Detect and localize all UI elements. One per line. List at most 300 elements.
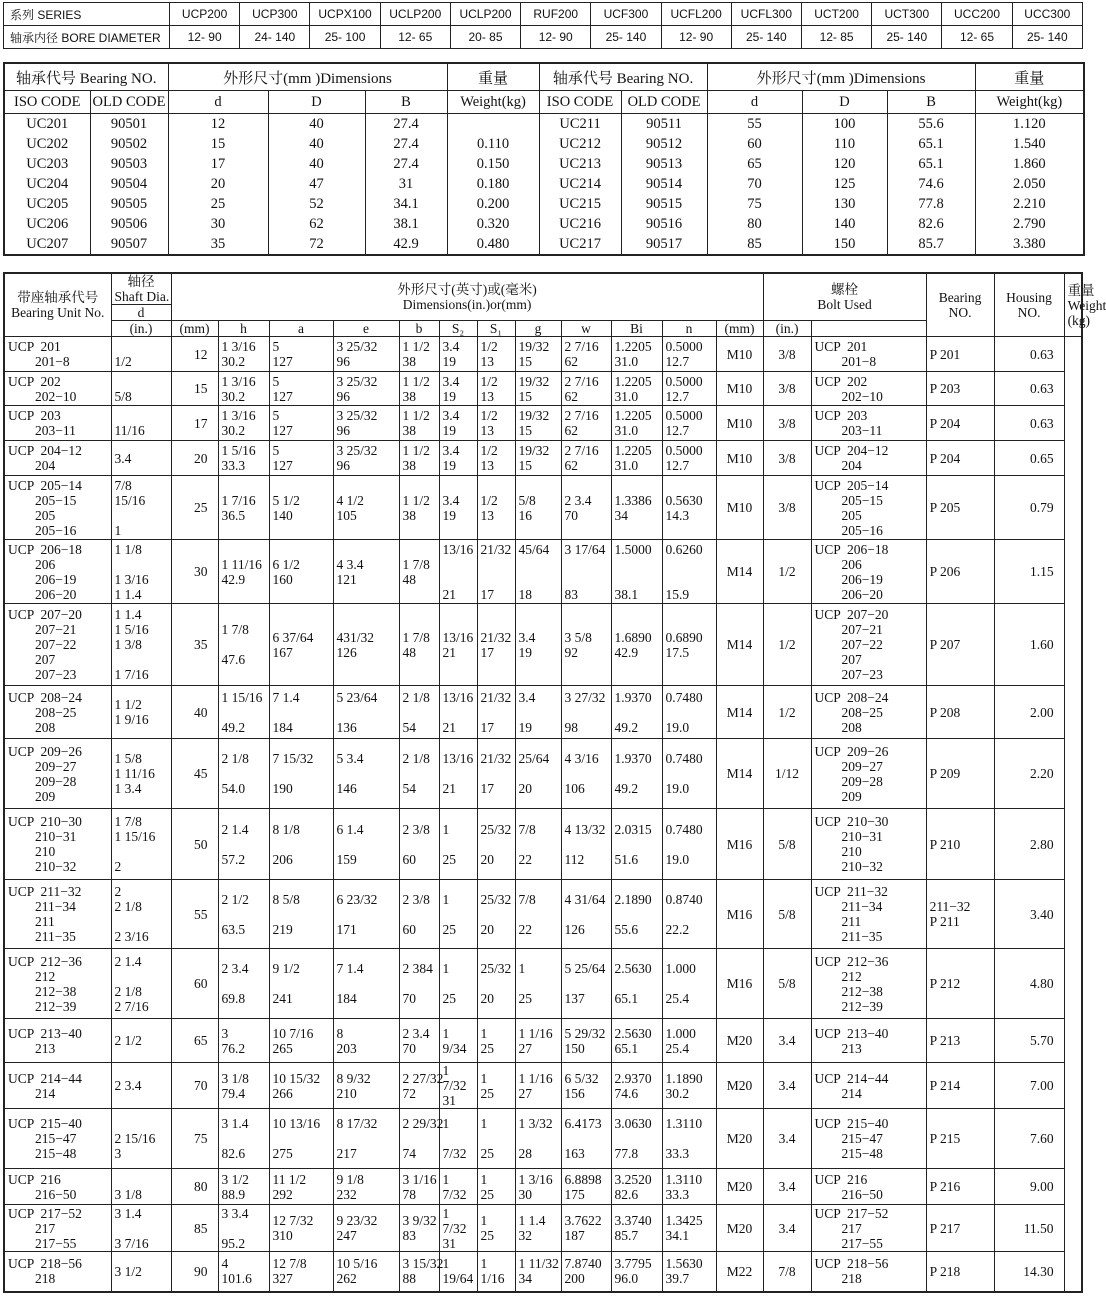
ucp-cell-h: 1 11/16 42.9 xyxy=(218,540,269,604)
ucp-cell-in: 3.4 xyxy=(111,441,171,476)
uc-cell-old: 90503 xyxy=(90,154,168,174)
shaft-dia-header xyxy=(111,273,171,305)
ucp-cell-a: 12 7/8 327 xyxy=(269,1252,333,1292)
series-cell: RUF200 xyxy=(521,3,591,26)
uc-cell-iso2: UC217 xyxy=(539,234,621,255)
ucp-cell-a: 8 5/8 219 xyxy=(269,880,333,949)
ucp-cell-b: 1 7/8 48 xyxy=(399,540,439,604)
ucp-table-row xyxy=(4,1019,1082,1063)
ucp-cell-bolt-mm: M20 xyxy=(716,1109,763,1169)
ucp-table-row xyxy=(4,880,1082,949)
ucp-cell-in: 2 1.4 2 1/8 2 7/16 xyxy=(111,949,171,1019)
ucp-cell-b: 2 29/32 74 xyxy=(399,1109,439,1169)
ucp-cell-b: 2 384 70 xyxy=(399,949,439,1019)
iso-code-header-2: ISO CODE xyxy=(539,91,621,114)
ucp-cell-g: 1 1/16 27 xyxy=(515,1063,561,1109)
ucp-cell-n: 0.6260 15.9 xyxy=(662,540,716,604)
uc-cell-old: 90502 xyxy=(90,134,168,154)
ucp-cell-w: 4 3/16 106 xyxy=(561,739,611,809)
series-cell: UCFL200 xyxy=(661,3,731,26)
uc-cell-w: 0.110 xyxy=(447,134,539,154)
uc-table-row xyxy=(4,114,1084,135)
uc-table-row xyxy=(4,234,1084,255)
uc-cell-B2: 74.6 xyxy=(887,174,975,194)
ucp-cell-a: 6 37/64 167 xyxy=(269,604,333,686)
ucp-cell-unit: UCP 213−40 213 xyxy=(4,1019,111,1063)
ucp-cell-bolt-mm: M22 xyxy=(716,1252,763,1292)
ucp-cell-mm: 60 xyxy=(171,949,218,1019)
series-table xyxy=(3,2,1083,49)
ucp-table-row xyxy=(4,1252,1082,1292)
ucp-cell-weight: 2.20 xyxy=(994,739,1064,809)
ucp-table-body xyxy=(4,337,1082,1292)
uc-cell-B2: 65.1 xyxy=(887,154,975,174)
ucp-cell-mm: 75 xyxy=(171,1109,218,1169)
ucp-cell-s1: 1 25 xyxy=(477,1019,515,1063)
ucp-cell-e: 6 23/32 171 xyxy=(333,880,399,949)
ucp-cell-unit: UCP 203 203−11 xyxy=(4,406,111,441)
ucp-cell-bolt-in: 3/8 xyxy=(763,406,811,441)
ucp-cell-h: 1 7/16 36.5 xyxy=(218,476,269,540)
ucp-cell-b: 3 1/16 78 xyxy=(399,1169,439,1205)
uc-cell-old2: 90514 xyxy=(621,174,707,194)
ucp-cell-e: 3 25/32 96 xyxy=(333,337,399,372)
ucp-cell-in: 1 1/2 1 9/16 xyxy=(111,686,171,739)
uc-cell-w: 0.320 xyxy=(447,214,539,234)
uc-cell-d2: 60 xyxy=(707,134,802,154)
bolt-used-header xyxy=(763,273,926,321)
ucp-cell-s2: 1 7/32 xyxy=(439,1109,477,1169)
uc-cell-iso2: UC213 xyxy=(539,154,621,174)
ucp-cell-s1: 1/2 13 xyxy=(477,441,515,476)
dimensions-header xyxy=(171,273,763,321)
ucp-cell-bi: 3.7795 96.0 xyxy=(611,1252,662,1292)
series-row xyxy=(4,3,1083,26)
ucp-table-row xyxy=(4,949,1082,1019)
ucp-cell-bolt-mm: M20 xyxy=(716,1063,763,1109)
ucp-cell-e: 3 25/32 96 xyxy=(333,406,399,441)
ucp-cell-a: 10 7/16 265 xyxy=(269,1019,333,1063)
ucp-cell-s1: 1 25 xyxy=(477,1205,515,1252)
ucp-table-row xyxy=(4,1109,1082,1169)
ucp-cell-bolt-in: 5/8 xyxy=(763,880,811,949)
series-cell: UCC200 xyxy=(942,3,1012,26)
ucp-cell-mm: 85 xyxy=(171,1205,218,1252)
ucp-cell-b: 2 1/8 54 xyxy=(399,739,439,809)
ucp-cell-s1: 1/2 13 xyxy=(477,476,515,540)
ucp-cell-bearing: UCP 209−26 209−27 209−28 209 xyxy=(811,739,926,809)
ucp-cell-unit: UCP 208−24 208−25 208 xyxy=(4,686,111,739)
ucp-cell-bolt-mm: M10 xyxy=(716,441,763,476)
ucp-cell-s2: 13/16 21 xyxy=(439,739,477,809)
ucp-cell-s2: 3.4 19 xyxy=(439,441,477,476)
ucp-cell-a: 5 127 xyxy=(269,372,333,406)
ucp-cell-housing: P 204 xyxy=(926,406,994,441)
uc-cell-w2: 3.380 xyxy=(975,234,1084,255)
ucp-table-row xyxy=(4,540,1082,604)
ucp-cell-bolt-mm: M16 xyxy=(716,809,763,880)
ucp-cell-s1: 21/32 17 xyxy=(477,604,515,686)
ucp-cell-in: 3 1/2 xyxy=(111,1252,171,1292)
ucp-cell-g: 1 25 xyxy=(515,949,561,1019)
ucp-cell-n: 1.000 25.4 xyxy=(662,949,716,1019)
ucp-cell-weight: 4.80 xyxy=(994,949,1064,1019)
ucp-cell-unit: UCP 201 201−8 xyxy=(4,337,111,372)
uc-cell-w2: 1.120 xyxy=(975,114,1084,135)
ucp-cell-h: 3 1.4 82.6 xyxy=(218,1109,269,1169)
ucp-cell-bearing: UCP 213−40 213 xyxy=(811,1019,926,1063)
uc-cell-d2: 75 xyxy=(707,194,802,214)
series-cell: UCLP200 xyxy=(380,3,450,26)
ucp-cell-housing: P 216 xyxy=(926,1169,994,1205)
ucp-cell-w: 3 5/8 92 xyxy=(561,604,611,686)
ucp-cell-mm: 35 xyxy=(171,604,218,686)
ucp-cell-a: 10 15/32 266 xyxy=(269,1063,333,1109)
ucp-cell-a: 8 1/8 206 xyxy=(269,809,333,880)
ucp-cell-mm: 40 xyxy=(171,686,218,739)
uc-cell-old: 90501 xyxy=(90,114,168,135)
ucp-cell-s2: 1 25 xyxy=(439,949,477,1019)
ucp-cell-bolt-in: 5/8 xyxy=(763,809,811,880)
ucp-cell-h: 2 1.4 57.2 xyxy=(218,809,269,880)
ucp-cell-in: 5/8 xyxy=(111,372,171,406)
ucp-cell-bi: 1.9370 49.2 xyxy=(611,686,662,739)
ucp-cell-bi: 3.0630 77.8 xyxy=(611,1109,662,1169)
ucp-cell-in: 1 5/8 1 11/16 1 3.4 xyxy=(111,739,171,809)
uc-cell-iso: UC207 xyxy=(4,234,90,255)
a-header: a xyxy=(269,321,333,337)
uc-cell-w xyxy=(447,114,539,135)
weight-header-en: Weight xyxy=(1067,297,1106,313)
ucp-cell-bi: 1.3386 34 xyxy=(611,476,662,540)
ucp-cell-unit: UCP 212−36 212 212−38 212−39 xyxy=(4,949,111,1019)
ucp-cell-mm: 17 xyxy=(171,406,218,441)
ucp-table-row xyxy=(4,441,1082,476)
d-header-2: d xyxy=(707,91,802,114)
ucp-cell-weight: 1.60 xyxy=(994,604,1064,686)
uc-cell-d2: 65 xyxy=(707,154,802,174)
ucp-cell-g: 3.4 19 xyxy=(515,686,561,739)
ucp-cell-mm: 80 xyxy=(171,1169,218,1205)
ucp-cell-bolt-mm: M20 xyxy=(716,1205,763,1252)
ucp-cell-a: 5 1/2 140 xyxy=(269,476,333,540)
ucp-cell-b: 3 15/32 88 xyxy=(399,1252,439,1292)
ucp-cell-bolt-in: 3.4 xyxy=(763,1169,811,1205)
ucp-cell-bolt-in: 1/2 xyxy=(763,686,811,739)
ucp-cell-housing: P 217 xyxy=(926,1205,994,1252)
ucp-table-row xyxy=(4,1063,1082,1109)
ucp-cell-housing: P 218 xyxy=(926,1252,994,1292)
uc-cell-w2: 1.540 xyxy=(975,134,1084,154)
ucp-cell-mm: 55 xyxy=(171,880,218,949)
ucp-cell-w: 5 29/32 150 xyxy=(561,1019,611,1063)
ucp-cell-b: 2 3.4 70 xyxy=(399,1019,439,1063)
D-header: D xyxy=(268,91,365,114)
uc-cell-w2: 2.050 xyxy=(975,174,1084,194)
ucp-cell-bearing: UCP 208−24 208−25 208 xyxy=(811,686,926,739)
ucp-cell-in: 3 1.4 3 7/16 xyxy=(111,1205,171,1252)
bolt-mm-header: (mm) xyxy=(716,321,763,337)
uc-cell-d2: 70 xyxy=(707,174,802,194)
uc-cell-D2: 120 xyxy=(802,154,887,174)
shaft-d-header: d xyxy=(111,305,171,321)
ucp-cell-bolt-in: 1/2 xyxy=(763,540,811,604)
ucp-cell-bi: 3.2520 82.6 xyxy=(611,1169,662,1205)
ucp-cell-s1: 21/32 17 xyxy=(477,540,515,604)
ucp-cell-weight: 0.63 xyxy=(994,372,1064,406)
ucp-cell-b: 1 1/2 38 xyxy=(399,337,439,372)
ucp-cell-bi: 1.2205 31.0 xyxy=(611,337,662,372)
uc-cell-old2: 90517 xyxy=(621,234,707,255)
uc-cell-D: 72 xyxy=(268,234,365,255)
uc-cell-d2: 55 xyxy=(707,114,802,135)
ucp-table-row xyxy=(4,1169,1082,1205)
ucp-cell-bolt-mm: M14 xyxy=(716,604,763,686)
ucp-cell-g: 19/32 15 xyxy=(515,441,561,476)
ucp-cell-e: 431/32 126 xyxy=(333,604,399,686)
ucp-cell-s2: 13/16 21 xyxy=(439,686,477,739)
ucp-cell-h: 1 3/16 30.2 xyxy=(218,406,269,441)
bore-cell: 12- 65 xyxy=(380,26,450,49)
ucp-cell-e: 8 9/32 210 xyxy=(333,1063,399,1109)
ucp-cell-unit: UCP 216 216−50 xyxy=(4,1169,111,1205)
uc-cell-D2: 110 xyxy=(802,134,887,154)
ucp-cell-bearing: UCP 211−32 211−34 211 211−35 xyxy=(811,880,926,949)
ucp-cell-bolt-in: 3.4 xyxy=(763,1205,811,1252)
ucp-cell-a: 10 13/16 275 xyxy=(269,1109,333,1169)
ucp-cell-in: 11/16 xyxy=(111,406,171,441)
series-cell: UCP200 xyxy=(170,3,240,26)
uc-cell-iso2: UC211 xyxy=(539,114,621,135)
ucp-cell-n: 1.3425 34.1 xyxy=(662,1205,716,1252)
bearing-no-header: 轴承代号 Bearing NO. xyxy=(4,63,168,91)
ucp-cell-s2: 3.4 19 xyxy=(439,372,477,406)
ucp-cell-weight: 0.79 xyxy=(994,476,1064,540)
ucp-cell-bearing: UCP 217−52 217 217−55 xyxy=(811,1205,926,1252)
ucp-cell-w: 7.8740 200 xyxy=(561,1252,611,1292)
ucp-cell-unit: UCP 204−12 204 xyxy=(4,441,111,476)
ucp-cell-s1: 1 1/16 xyxy=(477,1252,515,1292)
ucp-cell-s1: 1/2 13 xyxy=(477,337,515,372)
uc-cell-B2: 55.6 xyxy=(887,114,975,135)
ucp-cell-s1: 21/32 17 xyxy=(477,739,515,809)
ucp-cell-a: 5 127 xyxy=(269,337,333,372)
series-cell: UCT300 xyxy=(872,3,942,26)
bore-cell: 20- 85 xyxy=(450,26,520,49)
uc-cell-old2: 90513 xyxy=(621,154,707,174)
b-header: b xyxy=(399,321,439,337)
unit-no-header-cn: 带座轴承代号 xyxy=(17,290,99,305)
ucp-cell-g: 19/32 15 xyxy=(515,406,561,441)
ucp-cell-e: 4 1/2 105 xyxy=(333,476,399,540)
ucp-cell-housing: P 209 xyxy=(926,739,994,809)
bore-cell: 12- 90 xyxy=(170,26,240,49)
ucp-cell-bi: 1.5000 38.1 xyxy=(611,540,662,604)
ucp-cell-housing: P 205 xyxy=(926,476,994,540)
ucp-cell-bolt-in: 3.4 xyxy=(763,1019,811,1063)
ucp-cell-weight: 7.60 xyxy=(994,1109,1064,1169)
uc-cell-D2: 150 xyxy=(802,234,887,255)
ucp-cell-s2: 1 19/64 xyxy=(439,1252,477,1292)
ucp-cell-h: 1 5/16 33.3 xyxy=(218,441,269,476)
ucp-cell-s1: 1 25 xyxy=(477,1169,515,1205)
e-header: e xyxy=(333,321,399,337)
s2-header: S₂ xyxy=(439,321,477,337)
ucp-cell-n: 0.8740 22.2 xyxy=(662,880,716,949)
ucp-cell-w: 2 3.4 70 xyxy=(561,476,611,540)
ucp-cell-n: 0.7480 19.0 xyxy=(662,686,716,739)
uc-cell-iso2: UC216 xyxy=(539,214,621,234)
weight-header-2: 重量 xyxy=(975,63,1084,91)
uc-cell-iso: UC206 xyxy=(4,214,90,234)
ucp-cell-e: 3 25/32 96 xyxy=(333,372,399,406)
ucp-cell-n: 1.3110 33.3 xyxy=(662,1169,716,1205)
ucp-cell-s1: 1 25 xyxy=(477,1063,515,1109)
ucp-table-row xyxy=(4,372,1082,406)
ucp-cell-bolt-mm: M10 xyxy=(716,337,763,372)
ucp-cell-h: 1 15/16 49.2 xyxy=(218,686,269,739)
uc-cell-old2: 90511 xyxy=(621,114,707,135)
uc-cell-d: 35 xyxy=(168,234,268,255)
ucp-cell-bi: 2.1890 55.6 xyxy=(611,880,662,949)
ucp-cell-bi: 1.6890 42.9 xyxy=(611,604,662,686)
bore-cell: 25- 140 xyxy=(872,26,942,49)
ucp-cell-unit: UCP 205−14 205−15 205 205−16 xyxy=(4,476,111,540)
uc-cell-D: 40 xyxy=(268,134,365,154)
bore-cell: 12- 85 xyxy=(801,26,871,49)
B-header-2: B xyxy=(887,91,975,114)
ucp-cell-a: 5 127 xyxy=(269,406,333,441)
weight-header: 重量 xyxy=(447,63,539,91)
uc-cell-B: 42.9 xyxy=(365,234,447,255)
ucp-cell-in: 3 1/8 xyxy=(111,1169,171,1205)
ucp-cell-w: 2 7/16 62 xyxy=(561,337,611,372)
ucp-cell-housing: P 203 xyxy=(926,372,994,406)
ucp-cell-s2: 3.4 19 xyxy=(439,476,477,540)
ucp-cell-w: 2 7/16 62 xyxy=(561,441,611,476)
ucp-cell-bearing: UCP 207−20 207−21 207−22 207 207−23 xyxy=(811,604,926,686)
uc-cell-w2: 1.860 xyxy=(975,154,1084,174)
d-header: d xyxy=(168,91,268,114)
ucp-cell-h: 2 1/8 54.0 xyxy=(218,739,269,809)
ucp-cell-h: 1 3/16 30.2 xyxy=(218,337,269,372)
bore-cell: 12- 65 xyxy=(942,26,1012,49)
ucp-cell-w: 3.7622 187 xyxy=(561,1205,611,1252)
uc-cell-B: 27.4 xyxy=(365,154,447,174)
ucp-cell-e: 9 1/8 232 xyxy=(333,1169,399,1205)
ucp-cell-housing: P 210 xyxy=(926,809,994,880)
uc-cell-D2: 100 xyxy=(802,114,887,135)
ucp-cell-s2: 1 25 xyxy=(439,880,477,949)
ucp-cell-s2: 3.4 19 xyxy=(439,406,477,441)
uc-cell-D2: 125 xyxy=(802,174,887,194)
dimensions-header: 外形尺寸(mm )Dimensions xyxy=(168,63,447,91)
uc-table-row xyxy=(4,174,1084,194)
ucp-cell-bi: 3.3740 85.7 xyxy=(611,1205,662,1252)
uc-cell-d2: 80 xyxy=(707,214,802,234)
ucp-cell-bolt-in: 3.4 xyxy=(763,1109,811,1169)
ucp-cell-w: 2 7/16 62 xyxy=(561,406,611,441)
uc-cell-iso: UC202 xyxy=(4,134,90,154)
uc-bearing-table xyxy=(3,62,1085,256)
ucp-cell-unit: UCP 211−32 211−34 211 211−35 xyxy=(4,880,111,949)
ucp-cell-e: 8 203 xyxy=(333,1019,399,1063)
uc-cell-iso: UC204 xyxy=(4,174,90,194)
ucp-cell-a: 5 127 xyxy=(269,441,333,476)
shaft-dia-header-cn: 轴径 xyxy=(127,274,155,289)
ucp-cell-s2: 13/16 21 xyxy=(439,540,477,604)
ucp-cell-g: 45/64 18 xyxy=(515,540,561,604)
ucp-cell-b: 1 1/2 38 xyxy=(399,441,439,476)
ucp-cell-bolt-mm: M10 xyxy=(716,476,763,540)
ucp-cell-bolt-in: 3/8 xyxy=(763,337,811,372)
ucp-cell-a: 12 7/32 310 xyxy=(269,1205,333,1252)
ucp-cell-bearing: UCP 204−12 204 xyxy=(811,441,926,476)
ucp-cell-mm: 65 xyxy=(171,1019,218,1063)
ucp-cell-weight: 0.63 xyxy=(994,406,1064,441)
ucp-cell-bolt-mm: M14 xyxy=(716,540,763,604)
ucp-cell-bearing: UCP 215−40 215−47 215−48 xyxy=(811,1109,926,1169)
ucp-cell-n: 0.5630 14.3 xyxy=(662,476,716,540)
uc-cell-B2: 77.8 xyxy=(887,194,975,214)
uc-cell-B: 38.1 xyxy=(365,214,447,234)
ucp-cell-w: 3 27/32 98 xyxy=(561,686,611,739)
ucp-cell-weight: 2.00 xyxy=(994,686,1064,739)
uc-cell-old: 90506 xyxy=(90,214,168,234)
ucp-cell-mm: 12 xyxy=(171,337,218,372)
ucp-cell-e: 10 5/16 262 xyxy=(333,1252,399,1292)
uc-cell-D: 52 xyxy=(268,194,365,214)
ucp-cell-w: 6.8898 175 xyxy=(561,1169,611,1205)
series-cell: UCC300 xyxy=(1012,3,1082,26)
ucp-cell-s2: 3.4 19 xyxy=(439,337,477,372)
uc-cell-B: 34.1 xyxy=(365,194,447,214)
ucp-cell-g: 1 3/16 30 xyxy=(515,1169,561,1205)
ucp-cell-w: 6.4173 163 xyxy=(561,1109,611,1169)
ucp-cell-mm: 50 xyxy=(171,809,218,880)
ucp-cell-h: 3 3.4 95.2 xyxy=(218,1205,269,1252)
ucp-cell-bi: 2.9370 74.6 xyxy=(611,1063,662,1109)
uc-cell-d: 12 xyxy=(168,114,268,135)
ucp-cell-s1: 25/32 20 xyxy=(477,809,515,880)
ucp-cell-n: 1.000 25.4 xyxy=(662,1019,716,1063)
ucp-cell-mm: 70 xyxy=(171,1063,218,1109)
bearing-header: Bearing xyxy=(938,290,982,305)
ucp-cell-housing: P 214 xyxy=(926,1063,994,1109)
ucp-table-row xyxy=(4,476,1082,540)
ucp-cell-weight: 3.40 xyxy=(994,880,1064,949)
ucp-cell-bolt-in: 7/8 xyxy=(763,1252,811,1292)
unit-no-header-en: Bearing Unit No. xyxy=(11,305,105,320)
ucp-cell-mm: 20 xyxy=(171,441,218,476)
iso-code-header: ISO CODE xyxy=(4,91,90,114)
ucp-cell-e: 3 25/32 96 xyxy=(333,441,399,476)
bore-cell: 24- 140 xyxy=(240,26,310,49)
ucp-cell-housing: P 212 xyxy=(926,949,994,1019)
uc-cell-w: 0.180 xyxy=(447,174,539,194)
ucp-cell-bolt-in: 1/2 xyxy=(763,604,811,686)
ucp-cell-s1: 25/32 20 xyxy=(477,949,515,1019)
ucp-cell-bolt-in: 1/12 xyxy=(763,739,811,809)
ucp-cell-bolt-in: 3/8 xyxy=(763,441,811,476)
ucp-cell-weight: 9.00 xyxy=(994,1169,1064,1205)
ucp-cell-n: 1.5630 39.7 xyxy=(662,1252,716,1292)
ucp-cell-bolt-in: 3/8 xyxy=(763,476,811,540)
ucp-cell-e: 7 1.4 184 xyxy=(333,949,399,1019)
ucp-cell-e: 4 3.4 121 xyxy=(333,540,399,604)
ucp-cell-in: 2 1/2 xyxy=(111,1019,171,1063)
ucp-cell-n: 0.7480 19.0 xyxy=(662,809,716,880)
